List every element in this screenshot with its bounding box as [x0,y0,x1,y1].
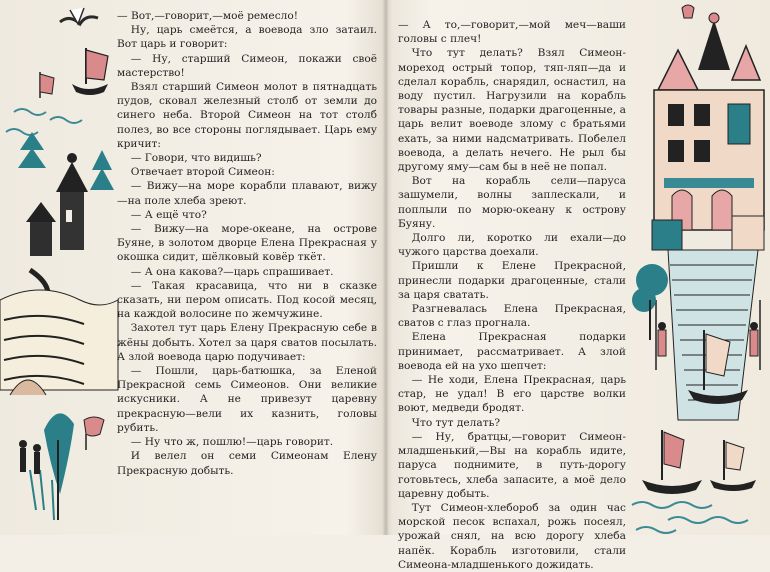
left-page-text [117,9,377,478]
sailboat-icon [40,48,108,98]
paragraph: — Ну что ж, пошлю!—царь говорит. [130,436,334,449]
paragraph: Что тут делать? Взял Симеон-мореход острый топор, тяп-ляп—да и сделал корабль, снарядил, оснастил, на воду пустил. Нагрузили на корабль товары разные, подарки драгоценные, а царь велит воеводе злому с братьями ехать, за ними надсматривать. Побелел воевода, а делать нечего. Не рыл бы другому яму—сам бы в неё не попал. [398,47,626,174]
paragraph: — Вижу—на море корабли плавают, вижу—на поле хлеба зреют. [117,180,377,207]
boat-icon [642,430,756,494]
paragraph: Тут Симеон-хлебороб за один час морской песок вспахал, рожь посеял, урожай снял, на всю дорогу хлеба напёк. Корабль изготовили, стали Симеона-младшенького дожидать. [398,501,626,571]
paragraph: — Вижу—на море-океане, на острове Буяне, в золотом дворце Елена Прекрасная у окошка сидит, шёлковый ковёр ткёт. [117,223,377,264]
book-gutter [383,0,389,535]
paragraph: Вот на корабль сели—паруса зашумели, волны заплескали, и поплыли по морю-океану к острову Буяну. [398,175,626,230]
rooster-icon [682,5,694,18]
left-illustration [0,0,118,535]
paragraph: Взял старший Симеон молот в пятнадцать пудов, сковал железный столб от земли до синего неба. Второй Симеон на тот столб полез, во все стороны поглядывает. Царь ему кричит: [117,81,377,150]
right-illustration [628,0,770,535]
paragraph: И велел он семи Симеонам Елену Прекрасную добыть. [117,450,377,477]
paragraph: — Пошли, царь-батюшка, за Еленой Прекрасной семь Симеонов. Они великие искусники. А не привезут царевну прекрасную—вели их казнить, головы рубить. [117,365,377,434]
paragraph: Пришли к Елене Прекрасной, принесли подарки драгоценные, стали за царя сватать. [398,260,626,301]
seagull-icon [60,8,98,24]
paragraph: — А ещё что? [130,208,207,221]
paragraph: Что тут делать? [411,416,501,429]
wheat-field-illustration [0,290,118,395]
church-icon [26,153,88,256]
palace-illustration [652,13,764,250]
paragraph: — А она какова?—царь спрашивает. [130,265,334,278]
paragraph: — Не ходи, Елена Прекрасная, царь стар, не удал! В его царстве волки воют, медведи бродят. [398,374,626,415]
paragraph: Долго ли, коротко ли ехали—до чужого царства доехали. [398,232,626,259]
wave-icon [6,109,82,135]
right-page-text [398,18,626,572]
paragraph: Ну, царь смеётся, а воевода зло затаил. Вот царь и говорит: [117,24,377,51]
paragraph: Захотел тут царь Елену Прекрасную себе в жёны добыть. Хотел за царя сватов посылать. А злой воевода царю подучивает: [117,322,377,363]
paragraph: — Ну, братцы,—говорит Симеон-младшенький,—Вы на корабль идите, паруса поднимите, в путь-дорогу готовьтесь, хлеба запасите, а моё дело царевну добыть. [398,430,626,500]
paragraph: Разгневалась Елена Прекрасная, сватов с глаз прогнала. [398,303,626,330]
paragraph: — Ну, старший Симеон, покажи своё мастерство! [117,52,377,79]
paragraph: — Говори, что видишь? [130,152,262,165]
paragraph: Елена Прекрасная подарки принимает, рассматривает. А злой воевода ей на ухо шепчет: [398,331,626,372]
paragraph: — Вот,—говорит,—моё ремесло! [117,10,298,22]
wave-icon [632,502,748,533]
paragraph: — Такая красавица, что ни в сказке сказать, ни пером описать. Под косой месяц, на каждой волосине по жемчужине. [117,279,377,321]
paragraph: Отвечает второй Симеон: [130,166,275,179]
bird-icon [84,417,104,450]
people-icon [19,440,41,474]
paragraph: — А то,—говорит,—мой меч—ваши головы с плеч! [398,19,626,46]
